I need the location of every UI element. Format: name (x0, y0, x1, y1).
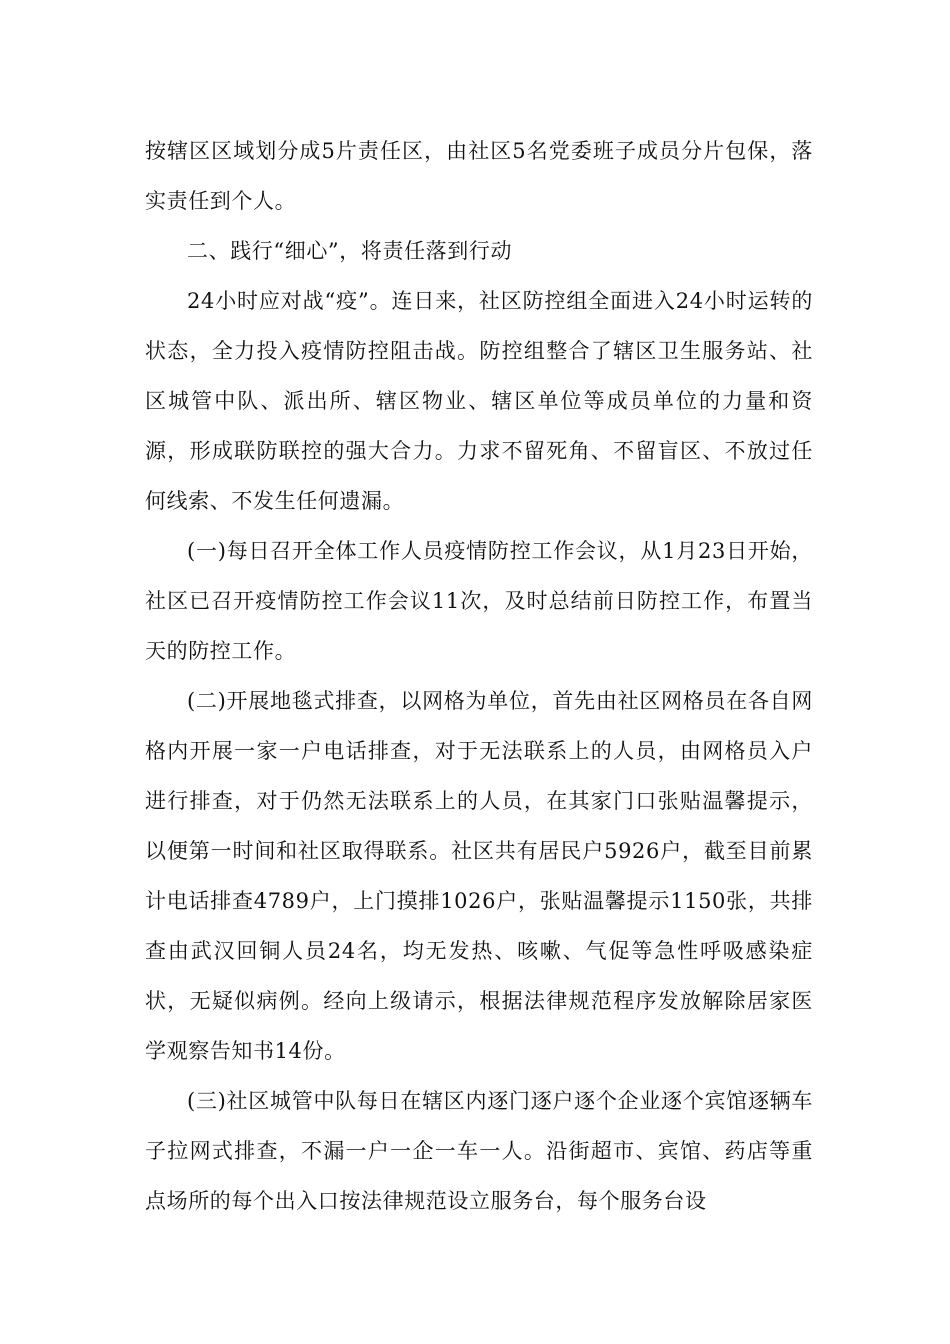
document-body (145, 126, 813, 1226)
paragraph-carpet-inspection: (二)开展地毯式排查，以网格为单位，首先由社区网格员在各自网格内开展一家一户电话排查，对于无法联系上的人员，由网格员入户进行排查，对于仍然无法联系上的人员，在其家门口张贴温馨提示，以便第一时间和社区取得联系。社区共有居民户5926户，截至目前累计电话排查4789户，上门摸排1026户，张贴温馨提示1150张，共排查由武汉回铜人员24名，均无发热、咳嗽、气促等急性呼吸感染症状，无疑似病例。经向上级请示，根据法律规范程序发放解除居家医学观察告知书14份。 (145, 689, 813, 1063)
paragraph-responsibility-zones: 按辖区区域划分成5片责任区，由社区5名党委班子成员分片包保，落实责任到个人。 (145, 139, 813, 213)
paragraph-24-hour-response: 24小时应对战“疫”。连日来，社区防控组全面进入24小时运转的状态，全力投入疫情防控阻击战。防控组整合了辖区卫生服务站、社区城管中队、派出所、辖区物业、辖区单位等成员单位的力量和资源，形成联防联控的强大合力。力求不留死角、不留盲区、不放过任何线索、不发生任何遗漏。 (145, 289, 813, 513)
section-heading-two: 二、践行“细心”，将责任落到行动 (187, 239, 513, 263)
paragraph-urban-management: (三)社区城管中队每日在辖区内逐门逐户逐个企业逐个宾馆逐辆车子拉网式排查，不漏一户一企一车一人。沿街超市、宾馆、药店等重点场所的每个出入口按法律规范设立服务台，每个服务台设 (145, 1089, 813, 1213)
paragraph-daily-meeting: (一)每日召开全体工作人员疫情防控工作会议，从1月23日开始，社区已召开疫情防控工作会议11次，及时总结前日防控工作，布置当天的防控工作。 (145, 539, 813, 663)
